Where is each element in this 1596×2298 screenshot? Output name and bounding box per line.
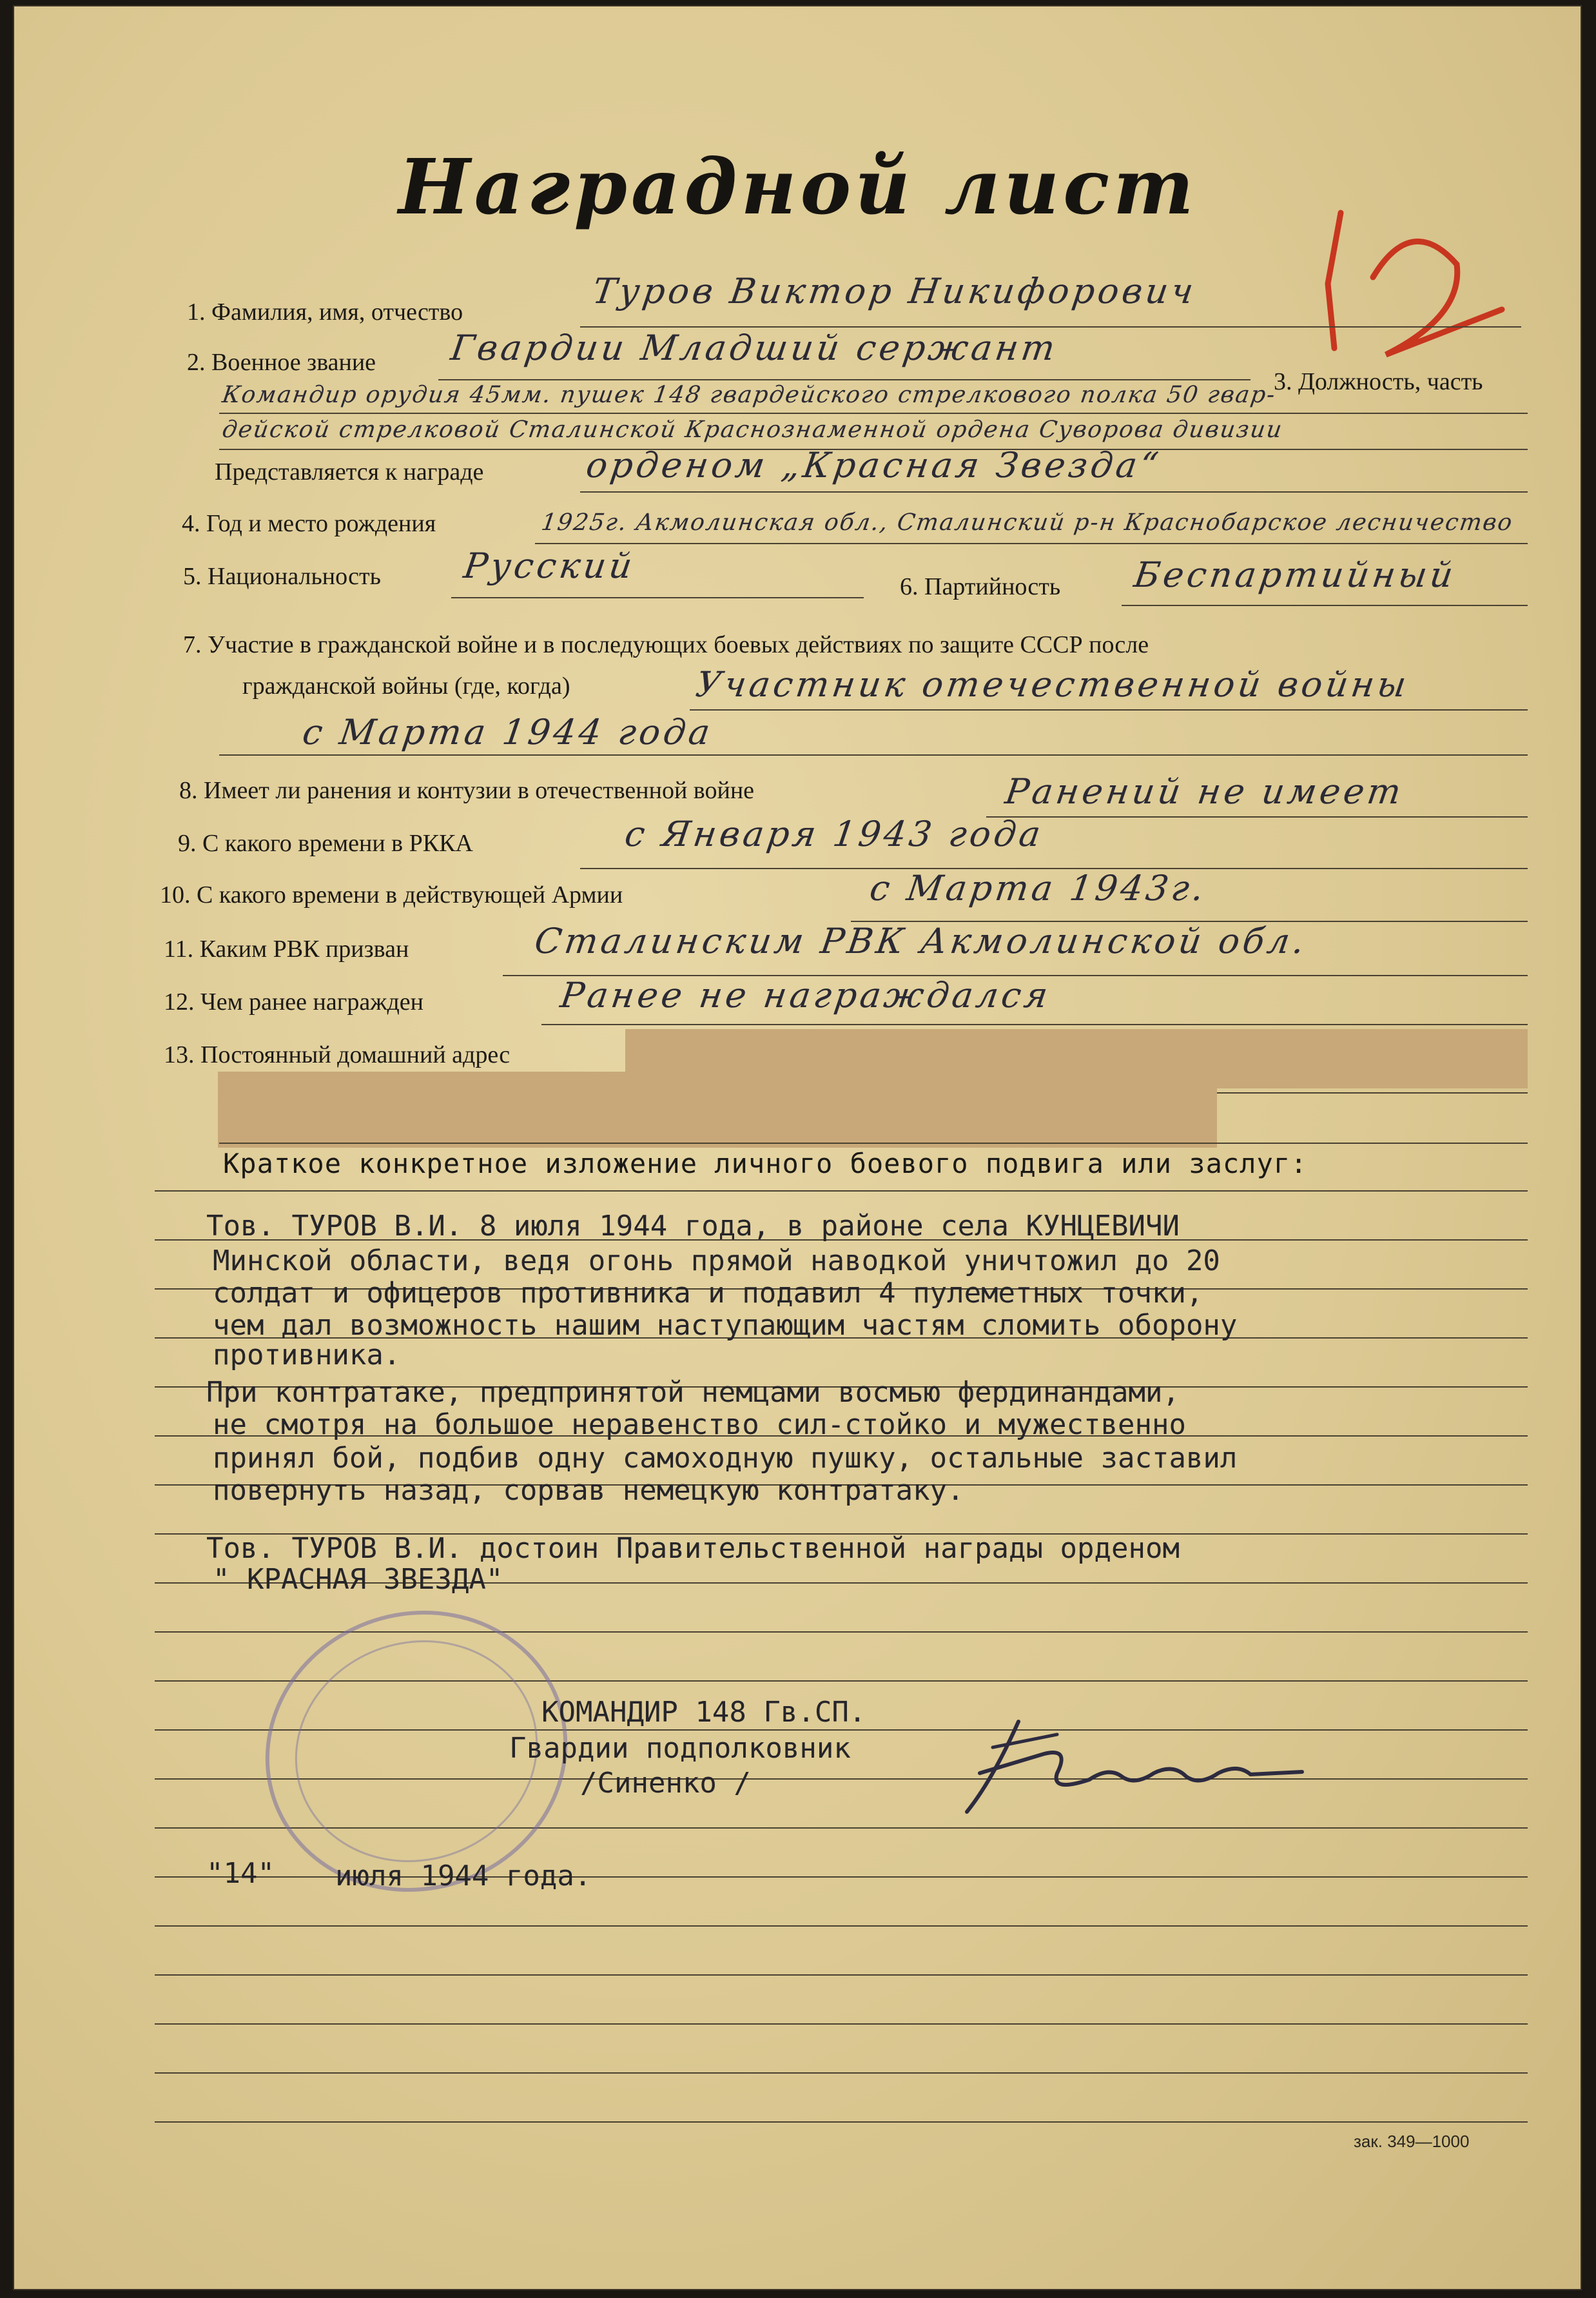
field-4-value: 1925г. Акмолинская обл., Сталинский р-н Краснобарское лесничество [540,509,1515,536]
field-3-value-line1: Командир орудия 45мм. пушек 148 гвардейского стрелкового полка 50 гвар- [220,382,1278,408]
field-3-value-line2: дейской стрелковой Сталинской Краснознаменной ордена Суворова дивизии [220,417,1285,443]
signature-rank: Гвардии подполковник [509,1732,851,1765]
field-7-value-line2: с Марта 1944 года [300,712,716,752]
summary-line: Тов. ТУРОВ В.И. 8 июля 1944 года, в районе села КУНЦЕВИЧИ [206,1210,1180,1242]
field-7-label-line1: 7. Участие в гражданской войне и в последующих боевых действиях по защите СССР после [183,631,1149,658]
field-1-label: 1. Фамилия, имя, отчество [187,299,463,326]
summary-line: солдат и офицеров противника и подавил 4 пулеметных точки, [213,1277,1203,1310]
rule [155,2121,1528,2123]
rule [219,754,1528,756]
conclusion-line: " КРАСНАЯ ЗВЕЗДА" [213,1563,503,1596]
summary-line: При контратаке, предпринятой немцами восмью фердинандами, [206,1376,1180,1409]
field-11-label: 11. Каким РВК призван [164,936,409,963]
field-12-value: Ранее не награждался [558,975,1054,1016]
field-11-value: Сталинским РВК Акмолинской обл. [532,921,1310,961]
rule [155,1190,1528,1192]
rule [1122,605,1528,606]
summary-line: чем дал возможность нашим наступающим частям сломить оборону [213,1309,1238,1342]
document-title: Наградной лист [398,142,1198,231]
rule [155,1974,1528,1976]
field-2-value: Гвардии Младший сержант [448,328,1061,368]
field-8-label: 8. Имеет ли ранения и контузии в отечественной войне [179,777,755,804]
field-2-label: 2. Военное звание [187,349,376,376]
field-12-label: 12. Чем ранее награжден [164,988,423,1016]
date-day: "14" [206,1857,275,1890]
award-label: Представляется к награде [215,458,484,486]
field-7-label-line2: гражданской войны (где, когда) [242,673,570,700]
rule [155,2072,1528,2074]
print-code: зак. 349—1000 [1354,2132,1470,2151]
field-3-label: 3. Должность, часть [1274,368,1483,395]
signature-title: КОМАНДИР 148 Гв.СП. [541,1696,866,1729]
summary-line: не смотря на большое неравенство сил-стойко и мужественно [213,1408,1186,1441]
field-6-value: Беспартийный [1131,555,1459,595]
summary-line: Минской области, ведя огонь прямой наводкой уничтожил до 20 [213,1244,1220,1277]
rule [155,1925,1528,1927]
field-10-value: с Марта 1943г. [867,868,1210,908]
rule [580,491,1528,493]
summary-line: повернуть назад, сорвав немецкую контратаку. [213,1474,964,1507]
field-6-label: 6. Партийность [900,573,1061,600]
field-4-label: 4. Год и место рождения [182,510,436,537]
award-value: орденом „Красная Звезда“ [583,445,1164,486]
address-redaction-2 [218,1072,1217,1148]
date-rest: июля 1944 года. [335,1860,592,1892]
conclusion-line: Тов. ТУРОВ В.И. достоин Правительственной награды орденом [206,1532,1180,1565]
rule [438,379,1251,380]
field-9-label: 9. С какого времени в РККА [178,830,473,857]
rule [535,543,1528,544]
field-7-value-line1: Участник отечественной войны [693,664,1412,705]
summary-line: противника. [213,1339,401,1371]
field-5-label: 5. Национальность [183,563,381,590]
signature-name: /Синенко / [580,1767,751,1800]
rule [155,2023,1528,2025]
rule [986,816,1528,818]
field-9-value: с Января 1943 года [622,814,1046,854]
field-8-value: Ранений не имеет [1002,771,1407,812]
field-5-value: Русский [461,545,638,586]
rule [541,1024,1528,1025]
rule [451,597,864,598]
field-13-label: 13. Постоянный домашний адрес [164,1041,511,1068]
field-10-label: 10. С какого времени в действующей Армии [160,881,623,908]
rule [219,1143,1528,1144]
signature [941,1702,1354,1831]
rule [219,413,1528,414]
summary-line: принял бой, подбив одну самоходную пушку, остальные заставил [213,1442,1238,1475]
field-1-value: Туров Виктор Никифорович [590,271,1200,311]
summary-heading: Краткое конкретное изложение личного боевого подвига или заслуг: [223,1148,1308,1179]
rule [690,709,1528,711]
